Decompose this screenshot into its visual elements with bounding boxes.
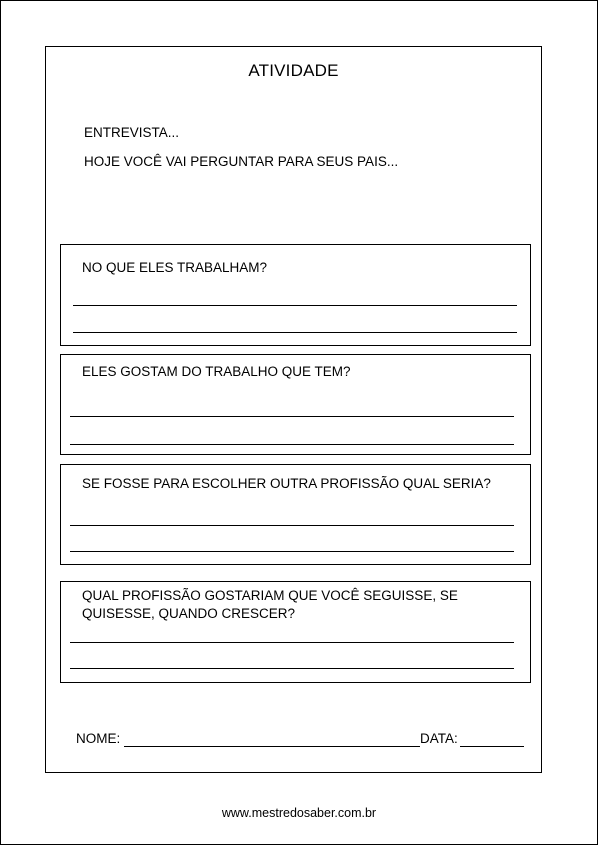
- answer-line[interactable]: [70, 551, 514, 552]
- answer-line[interactable]: [73, 332, 517, 333]
- question-box-3: [60, 464, 531, 565]
- worksheet: [45, 46, 542, 773]
- website-url: www.mestredosaber.com.br: [221, 806, 377, 820]
- date-field[interactable]: [460, 746, 524, 747]
- name-label: NOME:: [76, 731, 121, 746]
- question-text: QUISESSE, QUANDO CRESCER?: [82, 606, 296, 621]
- date-label: DATA:: [420, 731, 458, 746]
- answer-line[interactable]: [70, 444, 514, 445]
- question-text: ELES GOSTAM DO TRABALHO QUE TEM?: [82, 364, 351, 379]
- answer-line[interactable]: [70, 668, 514, 669]
- question-box-4: [60, 581, 531, 683]
- question-box-1: [60, 244, 531, 346]
- question-text: QUAL PROFISSÃO GOSTARIAM QUE VOCÊ SEGUISSE, SE: [82, 588, 458, 603]
- question-box-2: [60, 354, 531, 455]
- name-date-row: [76, 731, 526, 751]
- worksheet-title: ATIVIDADE: [248, 61, 339, 80]
- name-field[interactable]: [124, 746, 420, 747]
- answer-line[interactable]: [70, 642, 514, 643]
- intro-text: HOJE VOCÊ VAI PERGUNTAR PARA SEUS PAIS...: [84, 154, 399, 169]
- question-text: SE FOSSE PARA ESCOLHER OUTRA PROFISSÃO QUAL SERIA?: [82, 476, 491, 491]
- question-text: NO QUE ELES TRABALHAM?: [82, 260, 268, 275]
- answer-line[interactable]: [70, 416, 514, 417]
- answer-line[interactable]: [73, 305, 517, 306]
- answer-line[interactable]: [70, 525, 514, 526]
- intro-text: ENTREVISTA...: [84, 125, 180, 140]
